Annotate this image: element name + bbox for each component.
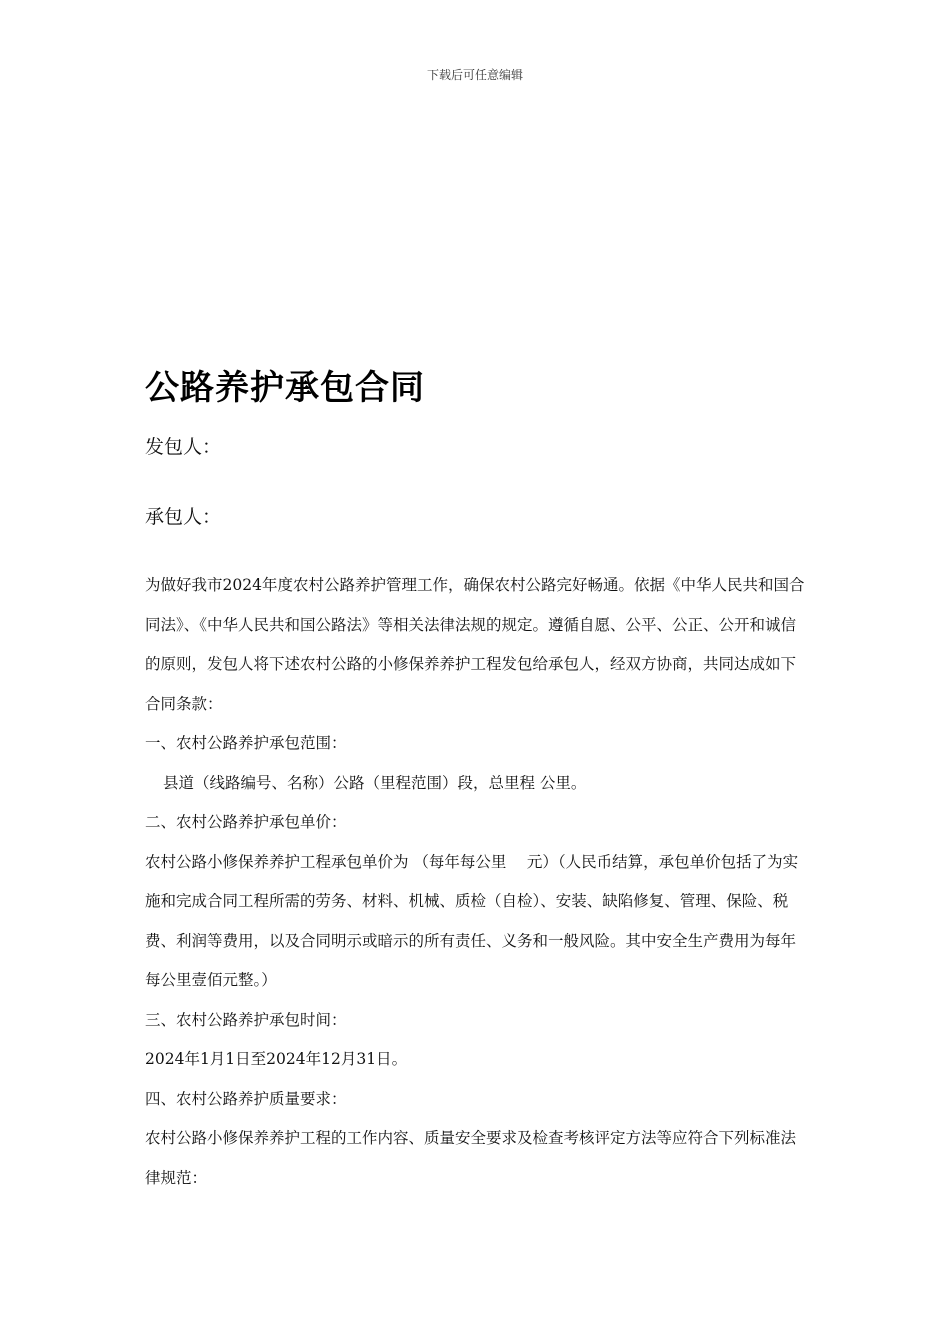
contractor-label: 承包人： [145,506,222,528]
document-title: 公路养护承包合同 [145,368,425,408]
intro-paragraph: 为做好我市2024年度农村公路养护管理工作，确保农村公路完好畅通。依据《中华人民共和国合同法》、《中华人民共和国公路法》等相关法律法规的规定。遵循自愿、公平、公正、公开和诚信的原则，发包人将下述农村公路的小修保养养护工程发包给承包人，经双方协商，共同达成如下合同条款： [145,576,805,713]
section-heading-quality: 四、农村公路养护质量要求： [145,1089,347,1108]
issuer-label: 发包人： [145,436,222,458]
scope-paragraph: 县道（线路编号、名称）公路（里程范围）段，总里程 公里。 [163,773,587,792]
contract-body [145,566,810,1198]
quality-paragraph: 农村公路小修保养养护工程的工作内容、质量安全要求及检查考核评定方法等应符合下列标准法律规范： [145,1129,797,1187]
period-paragraph: 2024年1月1日至2024年12月31日。 [145,1050,408,1068]
section-heading-unit-price: 二、农村公路养护承包单价： [145,813,347,831]
unit-price-paragraph: 农村公路小修保养养护工程承包单价为 （每年每公里 元）（人民币结算，承包单价包括了为实施和完成合同工程所需的劳务、材料、机械、质检（自检）、安装、缺陷修复、管理、保险、税费、利润等费用，以及合同明示或暗示的所有责任、义务和一般风险。其中安全生产费用为每年每公里壹佰元整。） [145,852,799,989]
section-heading-scope: 一、农村公路养护承包范围： [145,734,347,752]
header-note: 下载后可任意编辑 [426,68,523,82]
section-heading-period: 三、农村公路养护承包时间： [145,1010,347,1029]
